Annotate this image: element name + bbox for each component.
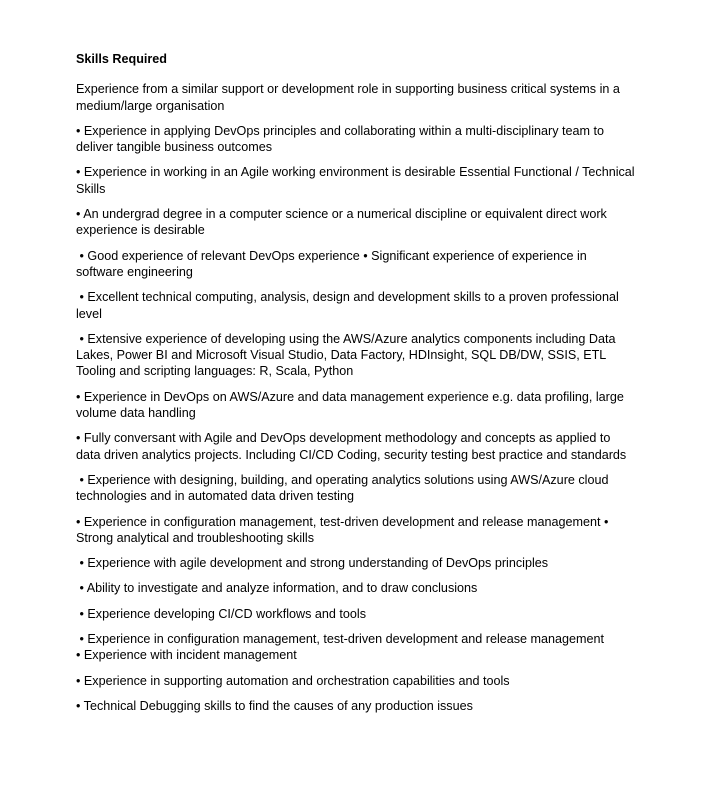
section-heading: Skills Required bbox=[76, 52, 167, 66]
bullet-automation: • Experience in supporting automation and orchestration capabilities and tools bbox=[76, 673, 510, 688]
intro-paragraph: Experience from a similar support or development role in supporting business critical systems in a medium/large organisation bbox=[76, 82, 624, 113]
bullet-devops-experience: • Good experience of relevant DevOps experience • Significant experience of experience in software engineering bbox=[76, 248, 591, 279]
bullet-technical-skills: • Excellent technical computing, analysis, design and development skills to a proven professional level bbox=[76, 290, 623, 321]
bullet-analysis: • Ability to investigate and analyze information, and to draw conclusions bbox=[76, 581, 478, 596]
bullet-agile-environment: • Experience in working in an Agile working environment is desirable Essential Functional / Technical Skills bbox=[76, 165, 639, 196]
bullet-degree: • An undergrad degree in a computer science or a numerical discipline or equivalent direct work experience is desirable bbox=[76, 207, 611, 238]
bullet-cicd-workflows: • Experience developing CI/CD workflows and tools bbox=[76, 606, 367, 621]
document-body bbox=[76, 51, 639, 723]
bullet-aws-azure-components: • Extensive experience of developing using the AWS/Azure analytics components including Data Lakes, Power BI and Microsoft Visual Studio, Data Factory, HDInsight, SQL DB/DW, SSIS, ETL Tooling and scripting languages: R, Scala, Python bbox=[76, 331, 619, 379]
bullet-devops-principles: • Experience in applying DevOps principles and collaborating within a multi-disciplinary team to deliver tangible business outcomes bbox=[76, 123, 608, 155]
bullet-release-management: • Experience in configuration management, test-driven development and release management bbox=[76, 632, 605, 647]
bullet-data-management: • Experience in DevOps on AWS/Azure and data management experience e.g. data profiling, large volume data handling bbox=[76, 389, 628, 421]
bullet-configuration-management: • Experience in configuration management, test-driven development and release management • Strong analytical and troubleshooting skills bbox=[76, 514, 612, 545]
bullet-agile-development: • Experience with agile development and strong understanding of DevOps principles bbox=[76, 556, 549, 571]
bullet-debugging: • Technical Debugging skills to find the causes of any production issues bbox=[76, 698, 473, 713]
bullet-cloud-analytics: • Experience with designing, building, and operating analytics solutions using AWS/Azure cloud technologies and in automated data driven testing bbox=[76, 472, 612, 504]
bullet-agile-devops-methodology: • Fully conversant with Agile and DevOps development methodology and concepts as applied to data driven analytics projects. Including CI/CD Coding, security testing best practice and standards bbox=[76, 431, 627, 462]
bullet-incident-management: • Experience with incident management bbox=[76, 648, 297, 663]
